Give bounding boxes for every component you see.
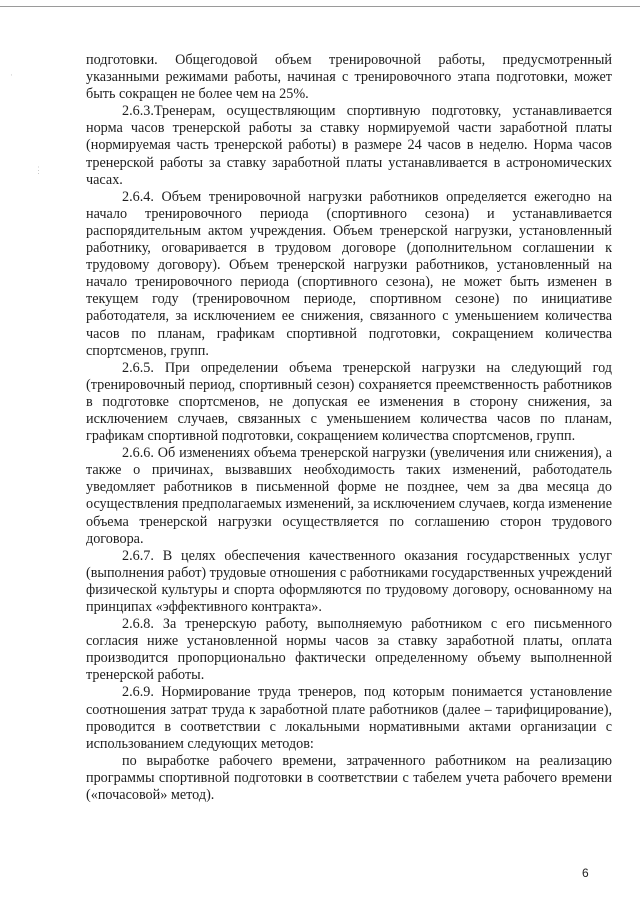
paragraph-2-6-7: 2.6.7. В целях обеспечения качественного оказания государственных услуг (выполнения работ) трудовые отношения с работниками государственных учреждений физической культуры и спорта оформляются по трудовому договору, основанному на принципах «эффективного контракта». — [86, 547, 612, 615]
paragraph-2-6-6: 2.6.6. Об изменениях объема тренерской нагрузки (увеличения или снижения), а также о причинах, вызвавших необходимость таких изменений, работодатель уведомляет работников в письменной форме не позднее, чем за два месяца до осуществления предполагаемых изменений, за исключением случаев, когда изменение объема тренерской нагрузки осуществляется по соглашению сторон трудового договора. — [86, 445, 612, 547]
document-body — [86, 52, 612, 804]
top-scan-edge — [0, 6, 640, 7]
margin-mark: ⋮ — [34, 165, 43, 175]
margin-mark: · — [10, 70, 13, 80]
paragraph-2-6-5: 2.6.5. При определении объема тренерской нагрузки на следующий год (тренировочный период, спортивный сезон) сохраняется преемственность работников в подготовке спортсменов, не допуская ее изменения в сторону снижения, за исключением случаев, связанных с уменьшением количества часов по планам, графикам спортивной подготовки, сокращением количества спортсменов, групп. — [86, 359, 612, 445]
paragraph-2-6-9: 2.6.9. Нормирование труда тренеров, под которым понимается установление соотношения затрат труда к заработной плате работников (далее – тарифицирование), проводится в соответствии с локальными нормативными актами организации с использованием следующих методов: — [86, 684, 612, 752]
paragraph-continuation: подготовки. Общегодовой объем тренировочной работы, предусмотренный указанными режимами работы, начиная с тренировочного этапа подготовки, может быть сокращен не более чем на 25%. — [86, 52, 612, 103]
page-number: 6 — [582, 866, 589, 880]
paragraph-2-6-8: 2.6.8. За тренерскую работу, выполняемую работником с его письменного согласия ниже установленной нормы часов за ставку заработной платы, оплата производится пропорционально фактически определенному объему выполненной тренерской работы. — [86, 616, 612, 684]
paragraph-2-6-3: 2.6.3.Тренерам, осуществляющим спортивную подготовку, устанавливается норма часов тренерской работы за ставку нормируемой части заработной платы (нормируемая часть тренерской работы) в размере 24 часов в неделю. Норма часов тренерской работы за ставку заработной платы устанавливается в астрономических часах. — [86, 103, 612, 188]
paragraph-method: по выработке рабочего времени, затраченного работником на реализацию программы спортивной подготовки в соответствии с табелем учета рабочего времени («почасовой» метод). — [86, 752, 612, 804]
paragraph-2-6-4: 2.6.4. Объем тренировочной нагрузки работников определяется ежегодно на начало тренировочного периода (спортивного сезона) и устанавливается распорядительным актом учреждения. Объем тренерской нагрузки, установленный работнику, оговаривается в трудовом договоре (дополнительном соглашении к трудовому договору). Объем тренерской нагрузки работников, установленный на начало тренировочного периода (спортивного сезона), не может быть изменен в текущем году (тренировочном периоде, спортивном сезоне) по инициативе работодателя, за исключением ее снижения, связанного с уменьшением количества часов по планам, графикам спортивной подготовки, сокращением количества спортсменов, групп. — [86, 188, 612, 359]
